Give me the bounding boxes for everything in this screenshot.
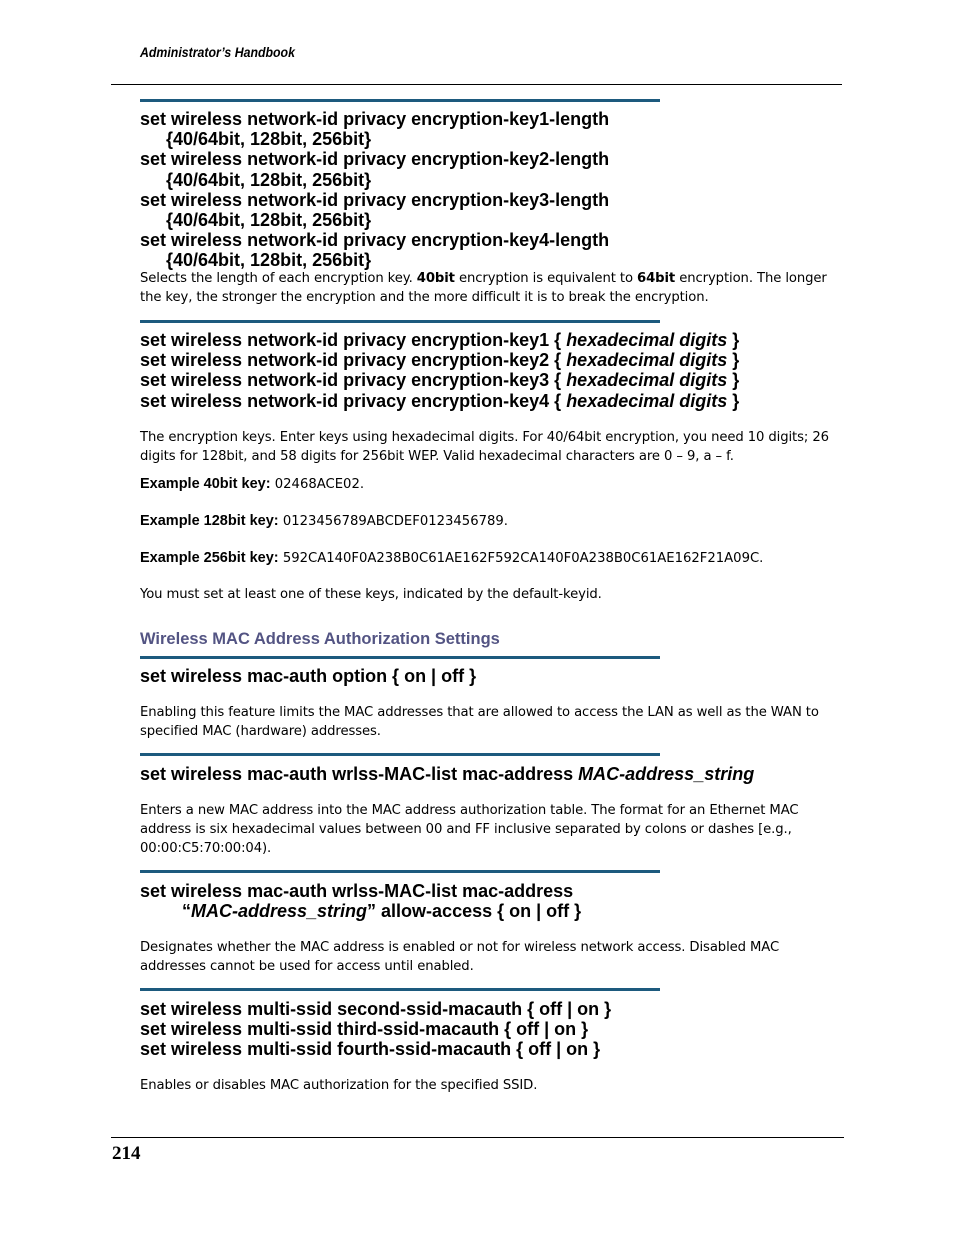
command-text: set wireless network-id privacy encryption-key3 { [140,370,567,391]
example-128bit [140,512,508,531]
example-value: 02468ACE02. [270,477,365,492]
command-line [140,370,739,390]
page-number: 214 [112,1143,141,1164]
example-256bit [140,549,763,568]
command-mac-allow-access [140,881,581,921]
desc-text: encryption. The longer the key, the stronger the encryption and the more difficult it is to break the encryption. [140,271,827,305]
example-label: Example 256bit key: [140,550,279,566]
command-line: set wireless network-id privacy encryption-key1-length [140,109,610,129]
section-bar [140,99,660,102]
command-arg: hexadecimal digits [566,390,728,411]
command-line: set wireless mac-auth option { on | off } [140,666,477,686]
section-subheading: Wireless MAC Address Authorization Settings [140,630,500,648]
command-text: set wireless mac-auth wrlss-MAC-list mac-address [140,764,579,784]
command-continuation [140,901,581,921]
command-continuation: {40/64bit, 128bit, 256bit} [166,129,372,150]
command-line [140,391,739,411]
section-bar [140,988,660,991]
command-text: } [727,390,740,411]
command-continuation: {40/64bit, 128bit, 256bit} [166,169,372,190]
command-text: set wireless network-id privacy encryption-key2 { [140,350,567,371]
command-block-keys [140,330,739,411]
command-text: set wireless network-id privacy encryption-key1 { [140,330,567,350]
command-arg: hexadecimal digits [566,370,728,391]
header-rule [111,84,842,85]
command-block-multi-ssid [140,999,611,1060]
command-arg: MAC-address_string [191,901,368,922]
section-bar [140,753,660,756]
example-40bit [140,475,364,494]
command-line: set wireless network-id privacy encryption-key4-length [140,230,610,251]
command-continuation: {40/64bit, 128bit, 256bit} [166,209,372,230]
command-text: ” allow-access { on | off } [367,901,582,922]
example-label: Example 40bit key: [140,476,271,492]
example-label: Example 128bit key: [140,513,279,529]
command-text: } [727,330,740,350]
desc-text: Selects the length of each encryption key. [140,271,417,286]
command-mac-list-add [140,764,754,784]
command-continuation: {40/64bit, 128bit, 256bit} [166,250,372,271]
command-text: “ [182,901,191,922]
desc-bold-40bit: 40bit [416,271,455,286]
command-line: set wireless multi-ssid fourth-ssid-macauth { off | on } [140,1039,601,1060]
section-bar [140,320,660,323]
example-value: 0123456789ABCDEF0123456789. [278,514,508,529]
desc-bold-64bit: 64bit [637,271,676,286]
command-block-key-length [140,109,609,271]
command-arg: hexadecimal digits [566,350,728,371]
command-line [140,764,754,784]
command-text: } [727,350,740,371]
command-line: set wireless network-id privacy encryption-key2-length [140,149,610,170]
example-value: 592CA140F0A238B0C61AE162F592CA140F0A238B0C61AE162F21A09C. [278,551,764,566]
command-mac-auth-option [140,666,476,686]
command-line: set wireless multi-ssid third-ssid-macauth { off | on } [140,1019,589,1040]
command-line: set wireless mac-auth wrlss-MAC-list mac-address [140,881,574,901]
command-line [140,350,739,370]
footer-rule [111,1137,844,1138]
command-arg: MAC-address_string [578,764,755,784]
keys-description: The encryption keys. Enter keys using hexadecimal digits. For 40/64bit encryption, you need 10 digits; 26 digits for 128bit, and 58 digits for 256bit WEP. Valid hexadecimal characters are 0 – 9, a – f. [140,430,829,464]
section-bar [140,870,660,873]
command-text: } [727,370,740,391]
command-line [140,330,739,350]
running-header: Administrator’s Handbook [140,44,295,60]
desc-text: encryption is equivalent to [454,271,638,286]
key-length-description [140,270,840,308]
mac-allow-access-description: Designates whether the MAC address is enabled or not for wireless network access. Disabled MAC addresses cannot be used for access until enabled. [140,940,780,974]
mac-auth-option-description: Enabling this feature limits the MAC addresses that are allowed to access the LAN as well as the WAN to specified MAC (hardware) addresses. [140,705,819,739]
multi-ssid-description: Enables or disables MAC authorization for the specified SSID. [140,1078,538,1093]
section-bar [140,656,660,659]
command-text: set wireless network-id privacy encryption-key4 { [140,390,567,411]
command-arg: hexadecimal digits [566,330,728,350]
command-line: set wireless multi-ssid second-ssid-macauth { off | on } [140,999,612,1019]
keys-note: You must set at least one of these keys, indicated by the default-keyid. [140,587,602,602]
command-line: set wireless network-id privacy encryption-key3-length [140,189,610,210]
mac-list-add-description: Enters a new MAC address into the MAC address authorization table. The format for an Ethernet MAC address is six hexadecimal values between 00 and FF inclusive separated by colons or dashes [e.g., 00:00:C5:70:00:04). [140,803,799,856]
